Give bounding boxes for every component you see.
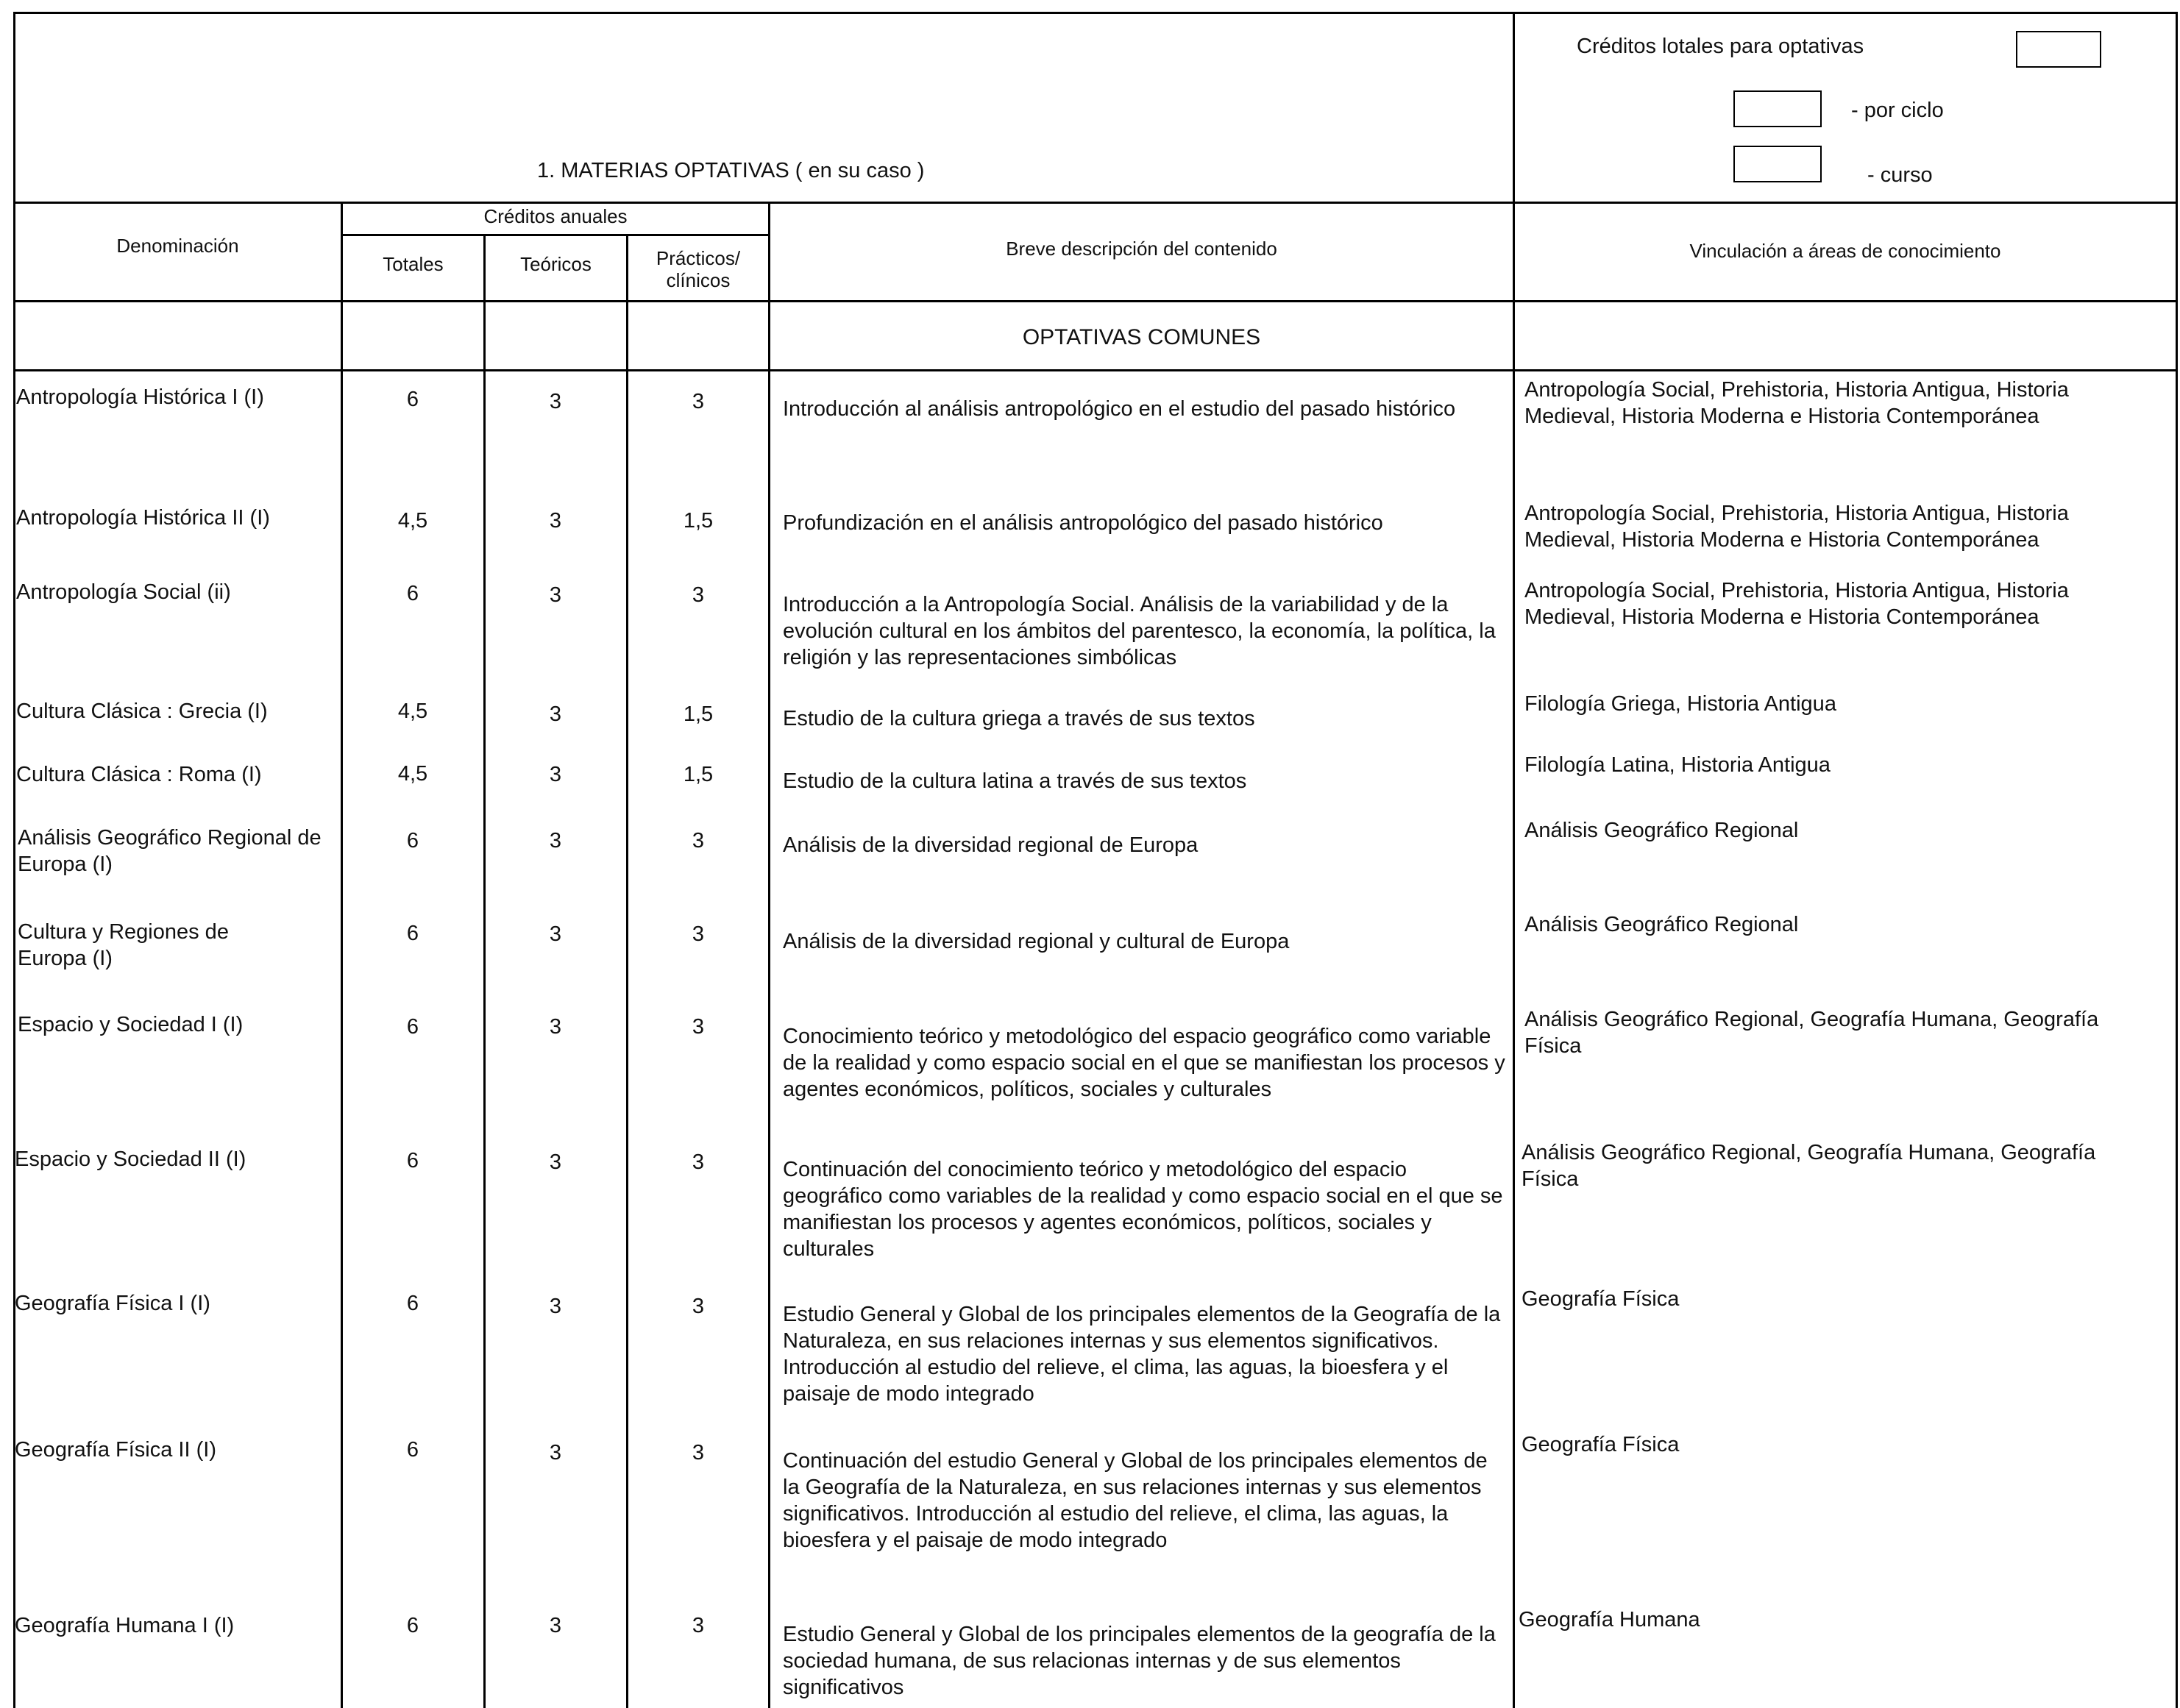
row-practical: 3 bbox=[692, 829, 705, 853]
row-name: Antropología Histórica I (I) bbox=[16, 385, 264, 409]
column-header-description: Breve descripción del contenido bbox=[1006, 238, 1277, 260]
group-label: OPTATIVAS COMUNES bbox=[1022, 325, 1261, 349]
row-description: Estudio de la cultura latina a través de sus textos bbox=[783, 769, 1247, 793]
row-theory: 3 bbox=[549, 1295, 562, 1318]
row-areas: Análisis Geográfico Regional, Geografía Humana, Geografía Física bbox=[1524, 1008, 2099, 1058]
row-practical: 3 bbox=[692, 1150, 705, 1174]
row-name: Cultura Clásica : Grecia (I) bbox=[16, 700, 268, 723]
row-description: Introducción al análisis antropológico en el estudio del pasado histórico bbox=[783, 397, 1456, 421]
per-cycle-box[interactable] bbox=[1733, 90, 1822, 127]
row-theory: 3 bbox=[549, 763, 562, 786]
theory-column-divider bbox=[483, 234, 486, 1708]
row-theory: 3 bbox=[549, 1150, 562, 1174]
credits-total-label: Créditos lotales para optativas bbox=[1577, 35, 1864, 58]
row-theory: 3 bbox=[549, 829, 562, 853]
row-total: 6 bbox=[406, 1015, 419, 1039]
row-theory: 3 bbox=[549, 509, 562, 533]
row-theory: 3 bbox=[549, 390, 562, 413]
row-practical: 3 bbox=[692, 1614, 705, 1637]
row-name: Antropología Social (ii) bbox=[16, 580, 231, 604]
row-practical: 3 bbox=[692, 1295, 705, 1318]
row-name: Geografía Física II (I) bbox=[15, 1438, 216, 1462]
row-name: Geografía Humana I (I) bbox=[15, 1614, 235, 1637]
row-description: Conocimiento teórico y metodológico del espacio geográfico como variable de la realidad y como espacio social en el que se manifiestan los procesos y agentes económicos, políticos, sociales y culturales bbox=[783, 1025, 1505, 1101]
per-course-label: - curso bbox=[1867, 163, 1933, 187]
row-areas: Geografía Física bbox=[1522, 1287, 1680, 1311]
row-areas: Filología Latina, Historia Antigua bbox=[1524, 753, 1831, 777]
row-description: Continuación del conocimiento teórico y metodológico del espacio geográfico como variables de la realidad y como espacio social en el que se manifiestan los procesos y agentes económicos, políticos, sociales y culturales bbox=[783, 1158, 1503, 1261]
row-total: 6 bbox=[406, 582, 419, 605]
row-description: Estudio General y Global de los principales elementos de la Geografía de la Naturaleza, en sus relaciones internas y sus elementos significativos. Introducción al estudio del relieve, el clima, las aguas, la bioesfera y el paisaje de modo integrado bbox=[783, 1303, 1501, 1406]
areas-column-divider bbox=[1513, 12, 1515, 1708]
row-description: Análisis de la diversidad regional y cultural de Europa bbox=[783, 930, 1290, 953]
row-areas: Geografía Física bbox=[1522, 1433, 1680, 1456]
row-practical: 1,5 bbox=[683, 763, 714, 786]
row-name: Cultura y Regiones de Europa (I) bbox=[18, 920, 229, 970]
row-name: Cultura Clásica : Roma (I) bbox=[16, 763, 262, 786]
column-header-theory: Teóricos bbox=[520, 253, 592, 275]
row-description: Estudio General y Global de los principales elementos de la geografía de la sociedad humana, de sus relacionas internas y de sus elementos significativos bbox=[783, 1623, 1496, 1699]
row-name: Espacio y Sociedad II (I) bbox=[15, 1147, 246, 1171]
row-areas: Antropología Social, Prehistoria, Historia Antigua, Historia Medieval, Historia Moderna e Historia Contemporánea bbox=[1524, 579, 2069, 629]
top-border bbox=[13, 12, 2178, 14]
row-total: 4,5 bbox=[397, 700, 428, 723]
row-practical: 3 bbox=[692, 1015, 705, 1039]
column-header-practical: Prácticos/ clínicos bbox=[656, 247, 741, 291]
row-theory: 3 bbox=[549, 922, 562, 946]
row-description: Profundización en el análisis antropológico del pasado histórico bbox=[783, 511, 1383, 535]
practical-column-divider bbox=[626, 234, 628, 1708]
row-practical: 3 bbox=[692, 583, 705, 607]
section-title: 1. MATERIAS OPTATIVAS ( en su caso ) bbox=[537, 159, 925, 182]
total-column-divider bbox=[341, 202, 343, 1708]
row-practical: 3 bbox=[692, 922, 705, 946]
row-practical: 1,5 bbox=[683, 702, 714, 726]
row-total: 4,5 bbox=[397, 762, 428, 786]
row-total: 6 bbox=[406, 829, 419, 853]
row-total: 6 bbox=[406, 922, 419, 945]
row-theory: 3 bbox=[549, 1441, 562, 1465]
row-areas: Análisis Geográfico Regional, Geografía Humana, Geografía Física bbox=[1522, 1141, 2096, 1191]
row-description: Introducción a la Antropología Social. Análisis de la variabilidad y de la evolución cultural en los ámbitos del parentesco, la economía, la política, la religión y las representaciones simbólicas bbox=[783, 593, 1496, 669]
row-areas: Antropología Social, Prehistoria, Historia Antigua, Historia Medieval, Historia Moderna e Historia Contemporánea bbox=[1524, 378, 2069, 428]
row-theory: 3 bbox=[549, 702, 562, 726]
header-bottom-line bbox=[13, 202, 2178, 204]
row-total: 6 bbox=[406, 1438, 419, 1462]
row-practical: 1,5 bbox=[683, 509, 714, 533]
row-areas: Geografía Humana bbox=[1519, 1608, 1700, 1632]
row-total: 6 bbox=[406, 1292, 419, 1315]
row-areas: Análisis Geográfico Regional bbox=[1524, 913, 1799, 936]
row-description: Estudio de la cultura griega a través de sus textos bbox=[783, 707, 1255, 730]
row-theory: 3 bbox=[549, 1015, 562, 1039]
row-total: 6 bbox=[406, 1614, 419, 1637]
per-course-box[interactable] bbox=[1733, 146, 1822, 182]
row-total: 4,5 bbox=[397, 509, 428, 533]
row-practical: 3 bbox=[692, 390, 705, 413]
row-name: Espacio y Sociedad I (I) bbox=[18, 1013, 244, 1036]
row-name: Antropología Histórica II (I) bbox=[16, 506, 270, 530]
row-practical: 3 bbox=[692, 1441, 705, 1465]
right-border bbox=[2176, 12, 2178, 1708]
annual-credits-subline bbox=[341, 234, 770, 236]
row-description: Análisis de la diversidad regional de Europa bbox=[783, 833, 1199, 857]
row-name: Análisis Geográfico Regional de Europa (I) bbox=[18, 826, 322, 876]
row-total: 6 bbox=[406, 1149, 419, 1173]
row-total: 6 bbox=[406, 388, 419, 411]
column-header-bottom-line bbox=[13, 300, 2178, 302]
row-areas: Análisis Geográfico Regional bbox=[1524, 819, 1799, 842]
row-name: Geografía Física I (I) bbox=[15, 1292, 210, 1315]
row-theory: 3 bbox=[549, 583, 562, 607]
credits-total-box[interactable] bbox=[2016, 31, 2101, 68]
group-row-bottom-line bbox=[13, 369, 2178, 371]
row-description: Continuación del estudio General y Global de los principales elementos de la Geografía de la Naturaleza, en sus relaciones internas y sus elementos significativos. Introducción al estudio del relieve, el clima, las aguas, la bioesfera y el paisaje de modo integrado bbox=[783, 1449, 1488, 1552]
column-header-areas: Vinculación a áreas de conocimiento bbox=[1689, 240, 2001, 262]
column-header-total: Totales bbox=[383, 253, 444, 275]
row-areas: Filología Griega, Historia Antigua bbox=[1524, 692, 1836, 716]
column-header-name: Denominación bbox=[116, 235, 239, 257]
column-header-annual-credits: Créditos anuales bbox=[483, 205, 628, 227]
description-column-divider bbox=[768, 202, 770, 1708]
row-areas: Antropología Social, Prehistoria, Historia Antigua, Historia Medieval, Historia Moderna e Historia Contemporánea bbox=[1524, 502, 2069, 552]
per-cycle-label: - por ciclo bbox=[1851, 99, 1944, 122]
row-theory: 3 bbox=[549, 1614, 562, 1637]
